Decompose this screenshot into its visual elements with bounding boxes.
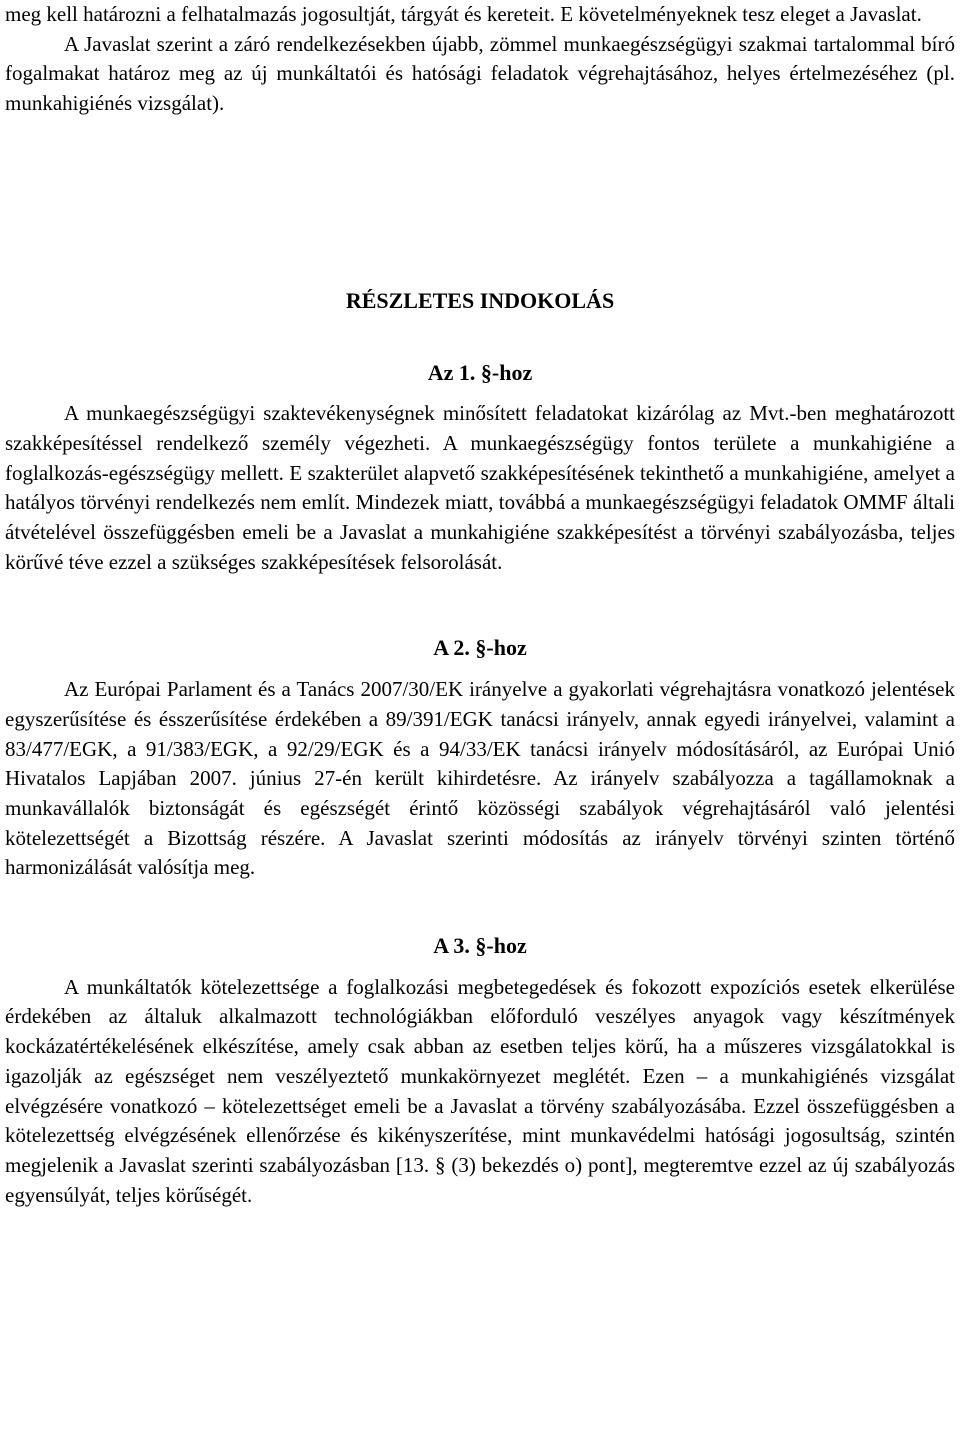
- section-title: RÉSZLETES INDOKOLÁS: [345, 287, 615, 313]
- section-heading-3: A 3. §-hoz: [433, 933, 527, 959]
- section-heading-1: Az 1. §-hoz: [427, 359, 533, 385]
- intro-paragraph: A Javaslat szerint a záró rendelkezésekben újabb, zömmel munkaegészségügyi szakmai tartalommal bíró fogalmakat határoz meg az új munkáltatói és hatósági feladatok végrehajtásához, helyes értelmezéséhez (pl. munkahigiénés vizsgálat).: [5, 31, 955, 116]
- section-body-3: A munkáltatók kötelezettsége a foglalkozási megbetegedések és fokozott expozíciós esetek elkerülése érdekében az általuk alkalmazott technológiákban előforduló veszélyes anyagok vagy készítmények kockázatértékelésének elkészítése, amely csak abban az esetben teljes körű, ha a műszeres vizsgálatokkal is igazolják az egészséget nem veszélyeztető munkakörnyezet meglétét. Ezen – a munkahigiénés vizsgálat elvégzésére vonatkozó – kötelezettséget emeli be a Javaslat a törvény szabályozásába. Ezzel összefüggésben a kötelezettség elvégzésének ellenőrzése és kikényszerítése, mint munkavédelmi hatósági jogosultság, szintén megjelenik a Javaslat szerinti szabályozásban [13. § (3) bekezdés o) pont], megteremtve ezzel az új szabályozás egyensúlyát, teljes körűségét.: [5, 974, 955, 1207]
- intro-paragraph-tail: meg kell határozni a felhatalmazás jogosultját, tárgyát és kereteit. E követelményeknek tesz eleget a Javaslat.: [5, 2, 922, 26]
- section-heading-2: A 2. §-hoz: [433, 635, 527, 661]
- section-body-2: Az Európai Parlament és a Tanács 2007/30/EK irányelve a gyakorlati végrehajtásra vonatkozó jelentések egyszerűsítése és ésszerűsítése érdekében a 89/391/EGK tanácsi irányelv, annak egyedi irányelvei, valamint a 83/477/EGK, a 91/383/EGK, a 92/29/EGK és a 94/33/EK tanácsi irányelv módosításáról, az Európai Unió Hivatalos Lapjában 2007. június 27-én került kihirdetésre. Az irányelv szabályozza a tagállamoknak a munkavállalók biztonságát és egészségét érintő közösségi szabályok végrehajtásáról való jelentési kötelezettségét a Bizottság részére. A Javaslat szerinti módosítás az irányelv törvényi szinten történő harmonizálását valósítja meg.: [5, 677, 955, 880]
- section-body-1: A munkaegészségügyi szaktevékenységnek minősített feladatokat kizárólag az Mvt.-ben meghatározott szakképesítéssel rendelkező személy végezheti. A munkaegészségügy fontos területe a munkahigiéne a foglalkozás-egészségügy mellett. E szakterület alapvető szakképesítésének tekinthető a munkahigiéne, amelyet a hatályos törvényi rendelkezés nem említ. Mindezek miatt, továbbá a munkaegészségügyi feladatok OMMF általi átvételével összefüggésben emeli be a Javaslat a munkahigiéne szakképesítést a törvényi szabályozásba, teljes körűvé téve ezzel a szükséges szakképesítések felsorolását.: [5, 401, 955, 574]
- document-page: [5, 0, 955, 1210]
